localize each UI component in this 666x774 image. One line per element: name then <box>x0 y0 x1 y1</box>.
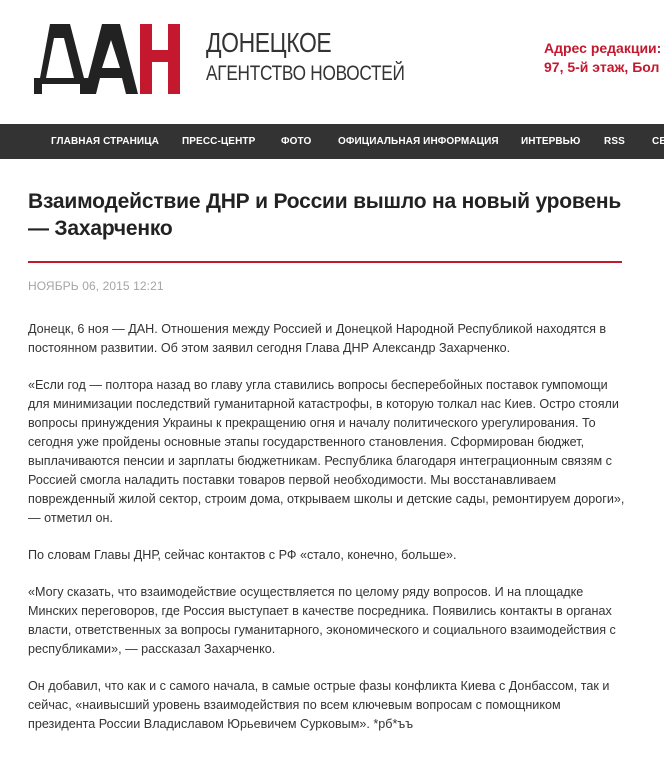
nav-item-home[interactable]: ГЛАВНАЯ СТРАНИЦА <box>51 136 159 147</box>
article-title: Взаимодействие ДНР и России вышло на новый уровень — Захарченко <box>28 190 622 240</box>
address-value: 97, 5-й этаж, Бол <box>544 59 660 75</box>
article-paragraph: «Могу сказать, что взаимодействие осуществляется по целому ряду вопросов. И на площадке Минских переговоров, где Россия выступает в качестве посредника. Появились контакты в органах власти, ответственных за вопросы гуманитарного, экономического и социального взаимодействия с республиками», — рассказал Захарченко. <box>28 585 616 656</box>
nav-item-press-center[interactable]: ПРЕСС-ЦЕНТР <box>182 136 256 147</box>
main-nav <box>0 124 664 159</box>
article-paragraph: «Если год — полтора назад во главу угла ставились вопросы бесперебойных поставок гумпомощи для минимизации последствий гуманитарной катастрофы, в которую толкал нас Киев. Остро стояли вопросы принуждения Украины к прекращению огня и началу политического урегулирования. То сегодня уже пройдены основные этапы государственного становления. Сформирован бюджет, выплачиваются пенсии и зарплаты бюджетникам. Республика благодаря интеграционным связям с Россией смогла наладить поставки товаров первой необходимости. Мы восстанавливаем поврежденный жилой сектор, строим дома, открываем школы и детские сады, ремонтируем дороги», — отметил он. <box>28 378 625 525</box>
article-paragraph: Он добавил, что как и с самого начала, в самые острые фазы конфликта Киева с Донбассом, так и сейчас, «наивысший уровень взаимодействия по всем ключевым вопросам с помощником президента России Владиславом Юрьевичем Сурковым». *рб*ъъ <box>28 679 610 731</box>
nav-item-photo[interactable]: ФОТО <box>281 136 312 147</box>
dan-logo[interactable] <box>34 22 182 94</box>
article-date: НОЯБРЬ 06, 2015 12:21 <box>28 279 164 293</box>
nav-item-rss[interactable]: RSS <box>604 136 625 147</box>
agency-name <box>206 28 406 86</box>
nav-item-truncated[interactable]: СЕ <box>652 136 666 147</box>
article-paragraph: По словам Главы ДНР, сейчас контактов с РФ «стало, конечно, больше». <box>28 548 457 562</box>
site-header <box>0 0 664 124</box>
agency-name-line2: АГЕНТСТВО НОВОСТЕЙ <box>206 62 405 85</box>
article-paragraph: Донецк, 6 ноя — ДАН. Отношения между Россией и Донецкой Народной Республикой находятся в постоянном развитии. Об этом заявил сегодня Глава ДНР Александр Захарченко. <box>28 322 607 355</box>
nav-item-official-info[interactable]: ОФИЦИАЛЬНАЯ ИНФОРМАЦИЯ <box>338 136 499 147</box>
editorial-address <box>544 39 664 77</box>
nav-item-interview[interactable]: ИНТЕРВЬЮ <box>521 136 581 147</box>
address-label: Адрес редакции: <box>544 40 662 56</box>
logo-letter-n <box>140 24 180 94</box>
title-divider <box>28 261 622 263</box>
logo-letter-a <box>84 24 138 94</box>
agency-name-line1: ДОНЕЦКОЕ <box>206 27 332 58</box>
article-body <box>28 320 628 752</box>
logo-letter-d <box>34 24 90 94</box>
